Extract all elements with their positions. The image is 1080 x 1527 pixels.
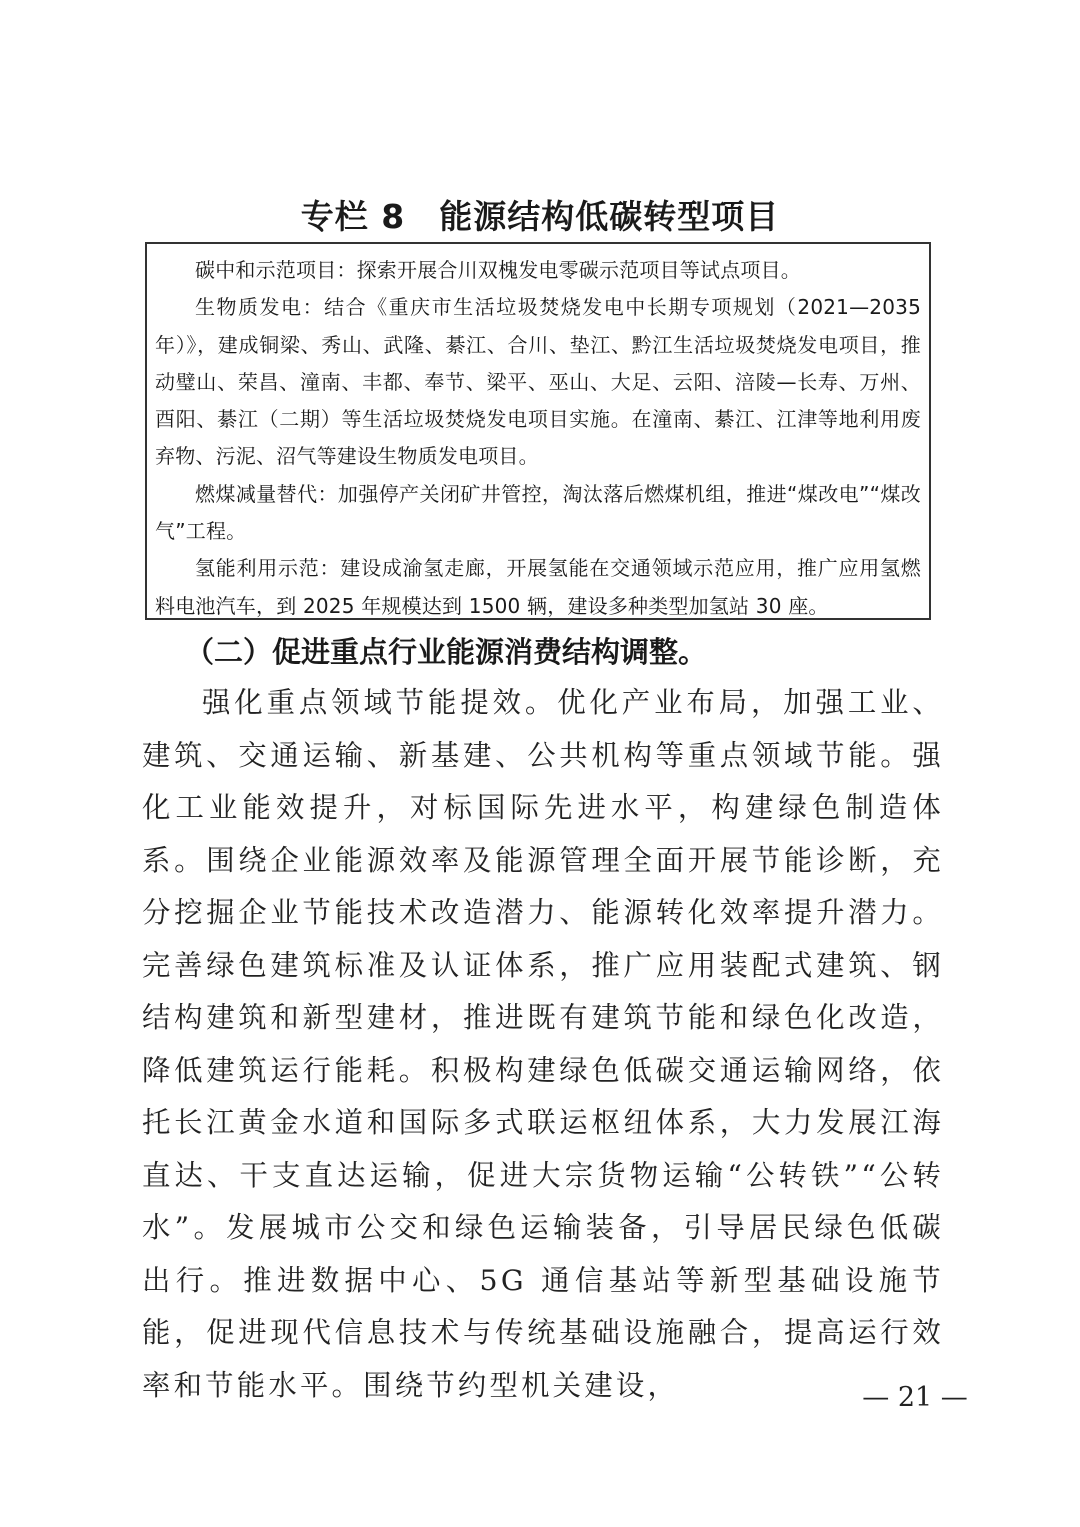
box-title: 专栏 8 能源结构低碳转型项目 xyxy=(300,197,780,236)
box-paragraph-hydrogen: 氢能利用示范：建设成渝氢走廊，开展氢能在交通领域示范应用，推广应用氢燃料电池汽车，到 2025 年规模达到 1500 辆，建设多种类型加氢站 30 座。 xyxy=(155,556,921,618)
box-paragraph-biomass: 生物质发电：结合《重庆市生活垃圾焚烧发电中长期专项规划（2021—2035年）》，建成铜梁、秀山、武隆、綦江、合川、垫江、黔江生活垃圾焚烧发电项目，推动璧山、荣昌、潼南、丰都、奉节、梁平、巫山、大足、云阳、涪陵—长寿、万州、酉阳、綦江（二期）等生活垃圾焚烧发电项目实施。在潼南、綦江、江津等地利用废弃物、污泥、沼气等建设生物质发电项目。 xyxy=(155,295,921,469)
body-paragraph: 强化重点领域节能提效。优化产业布局，加强工业、建筑、交通运输、新基建、公共机构等重点领域节能。强化工业能效提升，对标国际先进水平，构建绿色制造体系。围绕企业能源效率及能源管理全面开展节能诊断，充分挖掘企业节能技术改造潜力、能源转化效率提升潜力。完善绿色建筑标准及认证体系，推广应用装配式建筑、钢结构建筑和新型建材，推进既有建筑节能和绿色化改造，降低建筑运行能耗。积极构建绿色低碳交通运输网络，依托长江黄金水道和国际多式联运枢纽体系，大力发展江海直达、干支直达运输，促进大宗货物运输“公转铁”“公转水”。发展城市公交和绿色运输装备，引导居民绿色低碳出行。推进数据中心、5G 通信基站等新型基础设施节能，促进现代信息技术与传统基础设施融合，提高运行效率和节能水平。围绕节约型机关建设， xyxy=(142,686,944,1402)
box-paragraph-carbon-neutral: 碳中和示范项目：探索开展合川双槐发电零碳示范项目等试点项目。 xyxy=(195,258,801,282)
page-number: — 21 — xyxy=(862,1382,968,1413)
box-paragraph-coal-reduction: 燃煤减量替代：加强停产关闭矿井管控，淘汰落后燃煤机组，推进“煤改电”“煤改气”工程。 xyxy=(155,481,921,544)
section-heading: （二）促进重点行业能源消费结构调整。 xyxy=(185,635,708,669)
project-box xyxy=(145,242,931,620)
